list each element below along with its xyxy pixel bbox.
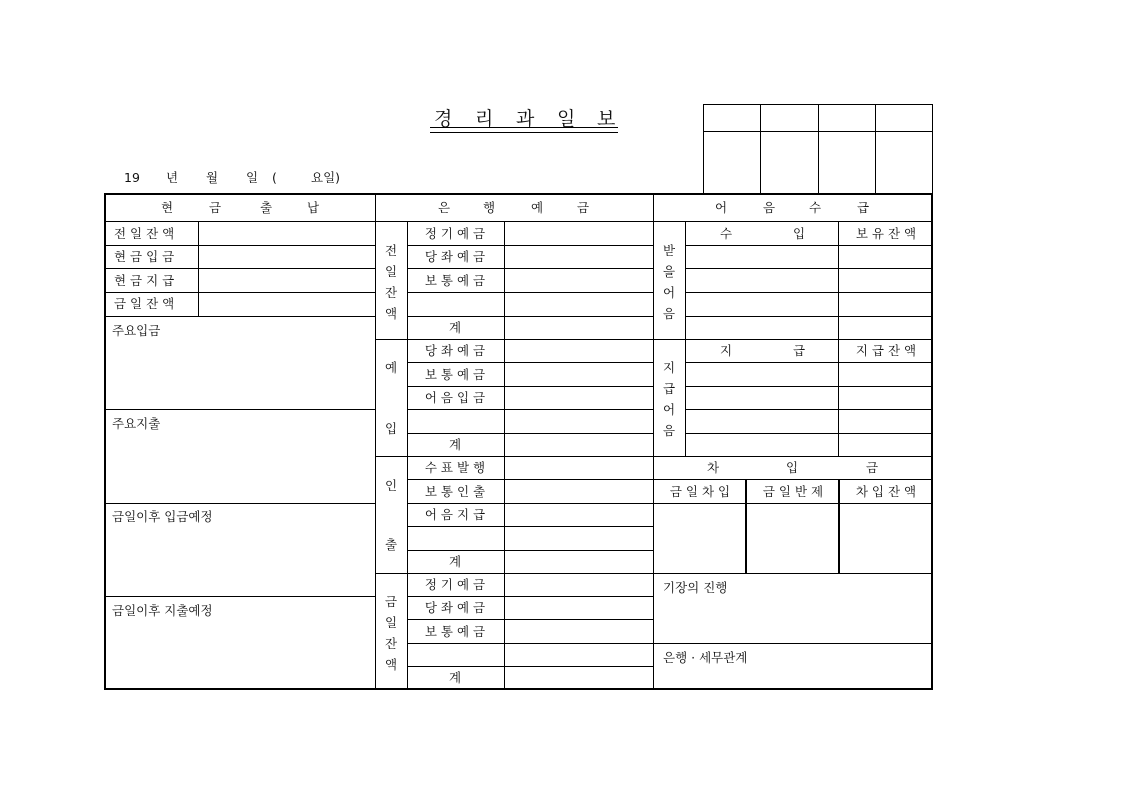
cash-row-label: 전 일 잔 액 [114,226,175,241]
bank-item-label: 보 통 예 금 [424,367,486,382]
bank-item-label: 수 표 발 행 [424,460,486,475]
vert-char: 어 [662,285,676,300]
bills-header-char: 어 [714,200,728,215]
weekday-unit: 요일) [311,170,341,185]
vert-char: 금 [384,594,398,609]
bills-col-char: 지 [719,343,733,358]
bills-header-char: 급 [856,200,870,215]
bank-total-label: 계 [448,670,462,685]
borrowing-header-char: 차 [706,460,720,475]
day-unit: 일 [246,170,259,185]
cash-row-label: 현 금 지 급 [114,273,175,288]
bank-item-label: 당 좌 예 금 [424,249,486,264]
borrowing-header-char: 금 [865,460,879,475]
bills-header-char: 음 [762,200,776,215]
paren-open: ( [272,170,277,185]
bank-item-label: 어 음 지 급 [424,507,486,522]
bills-col-label: 지 급 잔 액 [855,343,917,358]
vert-char: 급 [662,381,676,396]
bills-receivable-label [661,240,677,324]
vert-char: 음 [662,423,676,438]
vert-char: 어 [662,402,676,417]
borrowing-col-label: 금 일 반 제 [762,484,824,499]
vert-char: 액 [384,657,398,672]
notes-label: 기장의 진행 [663,580,728,595]
cash-section-label: 주요지출 [112,416,161,431]
title-underline [430,127,618,133]
cash-section-label: 주요입금 [112,323,161,338]
bank-group-label-prev-balance [383,240,399,324]
vert-char: 잔 [384,285,398,300]
bills-col-char: 급 [792,343,806,358]
vert-char: 잔 [384,636,398,651]
borrowing-col-label: 금 일 차 입 [669,484,731,499]
bank-item-label: 보 통 예 금 [424,273,486,288]
cash-row-label: 금 일 잔 액 [114,296,175,311]
cash-section-label: 금일이후 지출예정 [112,603,213,618]
bank-item-label: 보 통 예 금 [424,624,486,639]
cash-header-char: 납 [306,200,320,215]
notes-label: 은행 · 세무관계 [663,650,748,665]
bank-total-label: 계 [448,554,462,569]
bank-item-label: 정 기 예 금 [424,226,486,241]
cash-row-label: 현 금 입 금 [114,249,175,264]
bank-total-label: 계 [448,437,462,452]
vert-char: 액 [384,306,398,321]
title-char: 리 [475,108,495,130]
bank-total-label: 계 [448,320,462,335]
bank-item-label: 당 좌 예 금 [424,343,486,358]
year-unit: 년 [166,170,179,185]
borrowing-col-label: 차 입 잔 액 [855,484,917,499]
vert-char: 일 [384,264,398,279]
borrowing-header-char: 입 [785,460,799,475]
bills-payable-label [661,357,677,441]
bank-header-char: 은 [437,200,451,215]
bank-header-char: 예 [530,200,544,215]
vert-char: 일 [384,615,398,630]
bank-item-label: 정 기 예 금 [424,577,486,592]
bills-col-char: 수 [719,226,733,241]
vert-char: 지 [662,360,676,375]
cash-header-char: 출 [259,200,273,215]
bank-header-char: 행 [482,200,496,215]
bank-group-label-withdrawal: 인 [384,478,398,493]
bank-item-label: 보 통 인 출 [424,484,486,499]
year-field: 19 [124,170,140,185]
bank-header-char: 금 [576,200,590,215]
bank-item-label: 당 좌 예 금 [424,600,486,615]
vert-char: 을 [662,264,676,279]
cash-section-label: 금일이후 입금예정 [112,509,213,524]
vert-char: 받 [662,243,676,258]
bank-item-label: 어 음 입 금 [424,390,486,405]
bank-group-label-deposit: 예 [384,360,398,375]
bills-col-char: 입 [792,226,806,241]
vert-char: 음 [662,306,676,321]
title-char: 과 [516,108,536,130]
bills-col-label: 보 유 잔 액 [855,226,917,241]
bank-group-label-withdrawal: 출 [384,537,398,552]
bank-group-label-today-balance [383,591,399,675]
title-char: 경 [434,108,454,130]
title-char: 일 [557,108,577,130]
bills-header-char: 수 [808,200,822,215]
vert-char: 전 [384,243,398,258]
bank-group-label-deposit: 입 [384,421,398,436]
title-char: 보 [597,108,617,130]
month-unit: 월 [206,170,219,185]
cash-header-char: 현 [160,200,174,215]
cash-header-char: 금 [208,200,222,215]
